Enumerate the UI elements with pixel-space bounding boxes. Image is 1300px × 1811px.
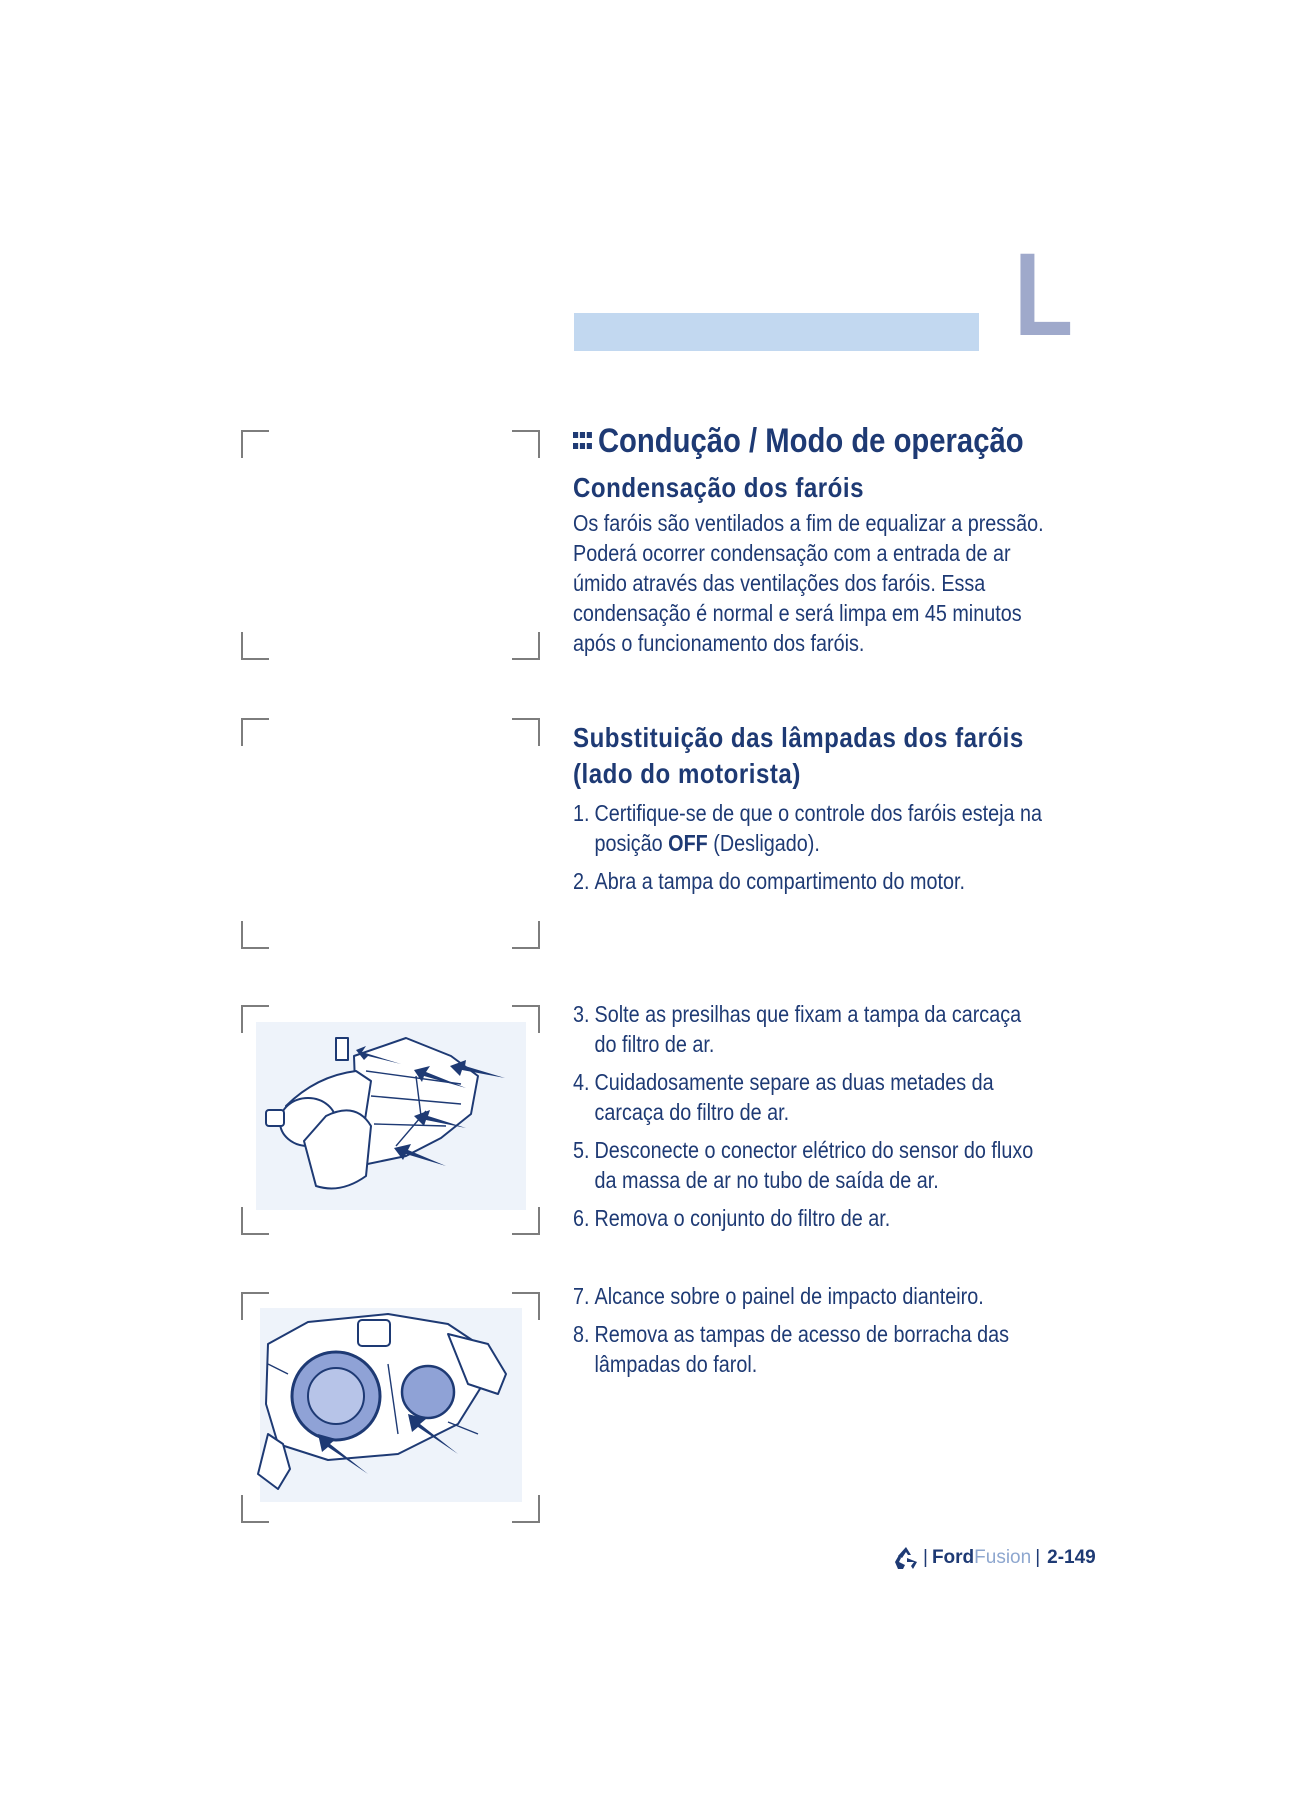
crop-mark bbox=[512, 718, 540, 746]
list-item bbox=[573, 798, 1043, 858]
recycle-icon bbox=[893, 1546, 919, 1570]
chapter-title-text: Condução / Modo de operação bbox=[597, 422, 1024, 460]
crop-mark bbox=[241, 921, 269, 949]
paragraph-line: condensação é normal e será limpa em 45 minutos bbox=[573, 600, 1022, 626]
condensation-section bbox=[573, 470, 1093, 658]
page-number: 2-149 bbox=[1047, 1547, 1096, 1568]
list-item bbox=[573, 1319, 1020, 1379]
step-text: Certifique-se de que o controle dos faróis esteja na bbox=[594, 800, 1043, 826]
footer-separator: | bbox=[1035, 1547, 1041, 1568]
step-text: lâmpadas do farol. bbox=[594, 1351, 758, 1377]
air-filter-steps bbox=[573, 999, 1093, 1241]
step-text: Solte as presilhas que fixam a tampa da carcaça bbox=[594, 1001, 1022, 1027]
step-text: Remova o conjunto do filtro de ar. bbox=[594, 1205, 891, 1231]
bulb-replacement-section bbox=[573, 720, 1093, 904]
list-item bbox=[573, 1135, 1034, 1195]
step-text: Abra a tampa do compartimento do motor. bbox=[594, 868, 966, 894]
step-number: 2. bbox=[573, 868, 590, 894]
step-text: Desconecte o conector elétrico do sensor do fluxo bbox=[594, 1137, 1034, 1163]
step-text: Remova as tampas de acesso de borracha das bbox=[594, 1321, 1010, 1347]
step-text: (Desligado). bbox=[707, 830, 820, 856]
section-letter: L bbox=[1014, 229, 1074, 361]
headlamp-assembly-illustration bbox=[248, 1304, 528, 1506]
list-item bbox=[573, 1281, 1020, 1311]
crop-mark bbox=[241, 632, 269, 660]
list-item bbox=[573, 999, 1020, 1059]
paragraph-line: Poderá ocorrer condensação com a entrada de ar bbox=[573, 540, 1011, 566]
paragraph-line: após o funcionamento dos faróis. bbox=[573, 630, 865, 656]
section-heading: Condensação dos faróis bbox=[573, 472, 865, 503]
list-item bbox=[573, 1203, 1020, 1233]
step-number: 5. bbox=[573, 1137, 590, 1163]
steps-list bbox=[573, 1281, 1093, 1379]
step-text-bold: OFF bbox=[668, 830, 708, 856]
section-tab-bar bbox=[574, 313, 979, 351]
crop-mark bbox=[241, 430, 269, 458]
step-number: 8. bbox=[573, 1321, 590, 1347]
headlamp-steps bbox=[573, 1281, 1093, 1387]
crop-mark bbox=[512, 632, 540, 660]
crop-mark bbox=[512, 430, 540, 458]
steps-list bbox=[573, 798, 1093, 896]
section-heading: (lado do motorista) bbox=[573, 758, 801, 789]
step-number: 3. bbox=[573, 1001, 590, 1027]
step-number: 4. bbox=[573, 1069, 590, 1095]
crop-mark bbox=[512, 921, 540, 949]
brand-ford: Ford bbox=[931, 1547, 975, 1568]
step-text: carcaça do filtro de ar. bbox=[594, 1099, 790, 1125]
step-number: 7. bbox=[573, 1283, 590, 1309]
step-text: Cuidadosamente separe as duas metades da bbox=[594, 1069, 994, 1095]
crop-mark bbox=[241, 718, 269, 746]
section-heading: Substituição das lâmpadas dos faróis bbox=[573, 722, 1024, 753]
step-text: da massa de ar no tubo de saída de ar. bbox=[594, 1167, 939, 1193]
list-item bbox=[573, 1067, 1020, 1127]
footer-separator: | bbox=[923, 1547, 928, 1568]
step-text: Alcance sobre o painel de impacto dianteiro. bbox=[594, 1283, 984, 1309]
paragraph-line: úmido através das ventilações dos faróis. Essa bbox=[573, 570, 986, 596]
paragraph-line: Os faróis são ventilados a fim de equalizar a pressão. bbox=[573, 510, 1044, 536]
air-filter-housing-illustration bbox=[246, 1016, 536, 1216]
step-number: 6. bbox=[573, 1205, 590, 1231]
step-text: posição bbox=[594, 830, 669, 856]
page-footer bbox=[893, 1543, 1096, 1573]
grid-bullet-icon bbox=[573, 432, 592, 450]
brand-fusion: Fusion bbox=[974, 1547, 1032, 1568]
steps-list bbox=[573, 999, 1093, 1233]
chapter-title bbox=[573, 422, 1024, 461]
step-text: do filtro de ar. bbox=[594, 1031, 715, 1057]
list-item bbox=[573, 866, 1020, 896]
step-number: 1. bbox=[573, 800, 590, 826]
